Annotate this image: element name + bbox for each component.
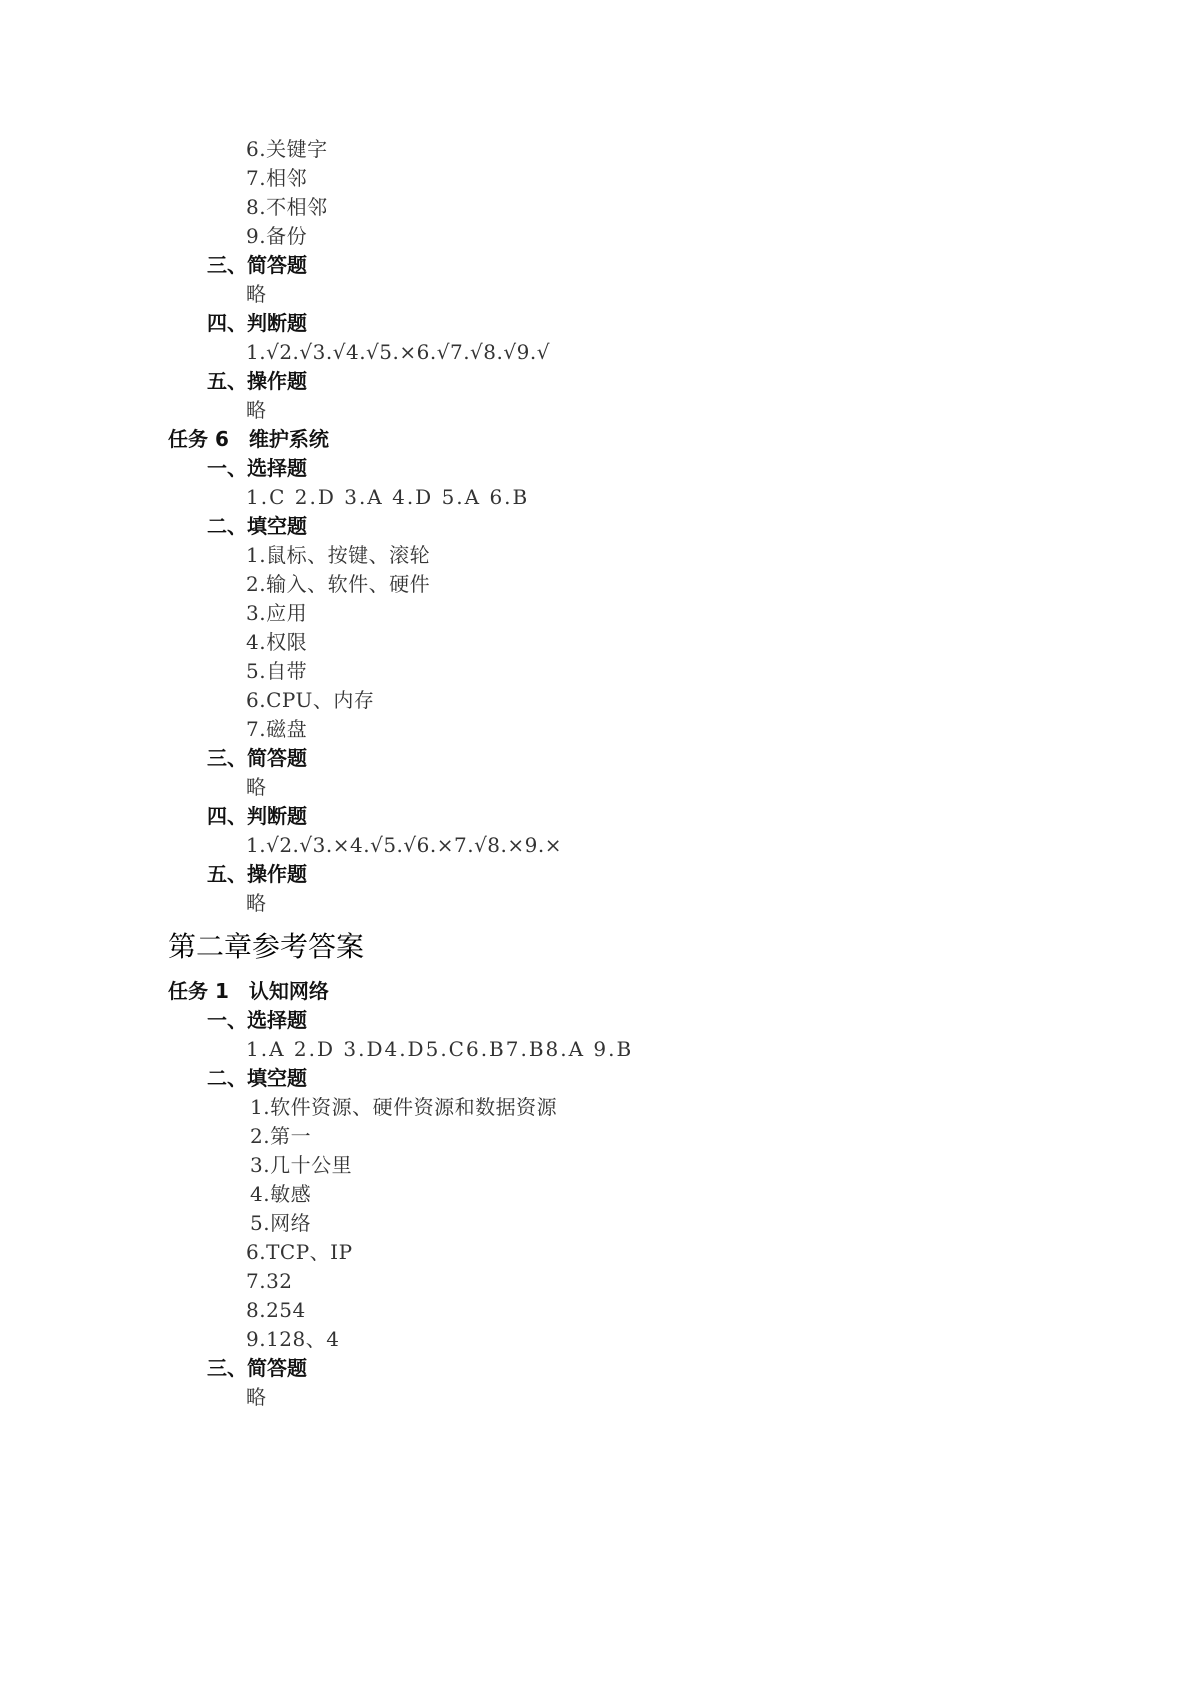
- fill-answer: 4.敏感: [250, 1182, 312, 1206]
- true-false-answers: 1.√2.√3.×4.√5.√6.×7.√8.×9.×: [246, 833, 562, 857]
- short-answer: 略: [246, 1385, 267, 1409]
- fill-answer: 7.32: [246, 1269, 293, 1293]
- fill-answer: 8.254: [246, 1298, 306, 1322]
- fill-answer: 6.TCP、IP: [246, 1240, 353, 1264]
- task-title: 任务 1 认知网络: [168, 979, 329, 1003]
- fill-answer: 3.几十公里: [250, 1153, 353, 1177]
- fill-answer: 2.第一: [250, 1124, 312, 1148]
- fill-answer: 1.鼠标、按键、滚轮: [246, 543, 431, 567]
- fill-answer: 1.软件资源、硬件资源和数据资源: [250, 1095, 558, 1119]
- section-heading-practical: 五、操作题: [207, 862, 307, 886]
- practical-answer: 略: [246, 398, 267, 422]
- fill-answer: 7.相邻: [246, 166, 308, 190]
- multiple-choice-answers: 1.C 2.D 3.A 4.D 5.A 6.B: [246, 485, 530, 509]
- section-heading-short-answer: 三、简答题: [207, 1356, 307, 1380]
- fill-answer: 9.128、4: [246, 1327, 340, 1351]
- fill-answer: 6.关键字: [246, 137, 328, 161]
- chapter-title: 第二章参考答案: [168, 930, 365, 963]
- section-heading-practical: 五、操作题: [207, 369, 307, 393]
- section-heading-fill-blank: 二、填空题: [207, 1066, 307, 1090]
- section-heading-multiple-choice: 一、选择题: [207, 1008, 307, 1032]
- section-heading-true-false: 四、判断题: [207, 804, 307, 828]
- fill-answer: 3.应用: [246, 601, 308, 625]
- practical-answer: 略: [246, 891, 267, 915]
- short-answer: 略: [246, 282, 267, 306]
- section-heading-multiple-choice: 一、选择题: [207, 456, 307, 480]
- fill-answer: 9.备份: [246, 224, 308, 248]
- fill-answer: 7.磁盘: [246, 717, 308, 741]
- fill-answer: 2.输入、软件、硬件: [246, 572, 431, 596]
- fill-answer: 8.不相邻: [246, 195, 328, 219]
- multiple-choice-answers: 1.A 2.D 3.D4.D5.C6.B7.B8.A 9.B: [246, 1037, 634, 1061]
- short-answer: 略: [246, 775, 267, 799]
- section-heading-short-answer: 三、简答题: [207, 253, 307, 277]
- section-heading-true-false: 四、判断题: [207, 311, 307, 335]
- fill-answer: 5.自带: [246, 659, 308, 683]
- section-heading-short-answer: 三、简答题: [207, 746, 307, 770]
- fill-answer: 5.网络: [250, 1211, 312, 1235]
- fill-answer: 4.权限: [246, 630, 308, 654]
- task-title: 任务 6 维护系统: [168, 427, 329, 451]
- section-heading-fill-blank: 二、填空题: [207, 514, 307, 538]
- true-false-answers: 1.√2.√3.√4.√5.×6.√7.√8.√9.√: [246, 340, 550, 364]
- fill-answer: 6.CPU、内存: [246, 688, 375, 712]
